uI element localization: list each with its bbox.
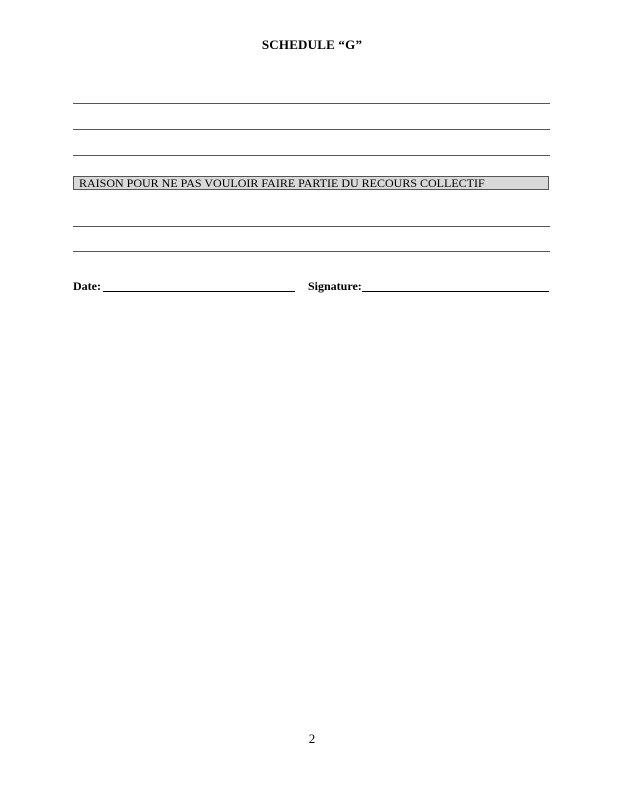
writing-line-1[interactable] xyxy=(73,103,550,104)
schedule-title: SCHEDULE “G” xyxy=(261,37,363,52)
writing-line-2[interactable] xyxy=(73,129,550,130)
reason-writing-line-2[interactable] xyxy=(73,251,550,252)
signature-label: Signature: xyxy=(308,279,362,293)
date-field-line[interactable] xyxy=(103,291,295,292)
reason-heading-box: RAISON POUR NE PAS VOULOIR FAIRE PARTIE DU RECOURS COLLECTIF xyxy=(73,176,549,190)
signature-field-line[interactable] xyxy=(362,291,549,292)
writing-line-3[interactable] xyxy=(73,155,550,156)
page-number: 2 xyxy=(308,731,316,746)
date-label: Date: xyxy=(73,279,101,293)
reason-writing-line-1[interactable] xyxy=(73,226,550,227)
